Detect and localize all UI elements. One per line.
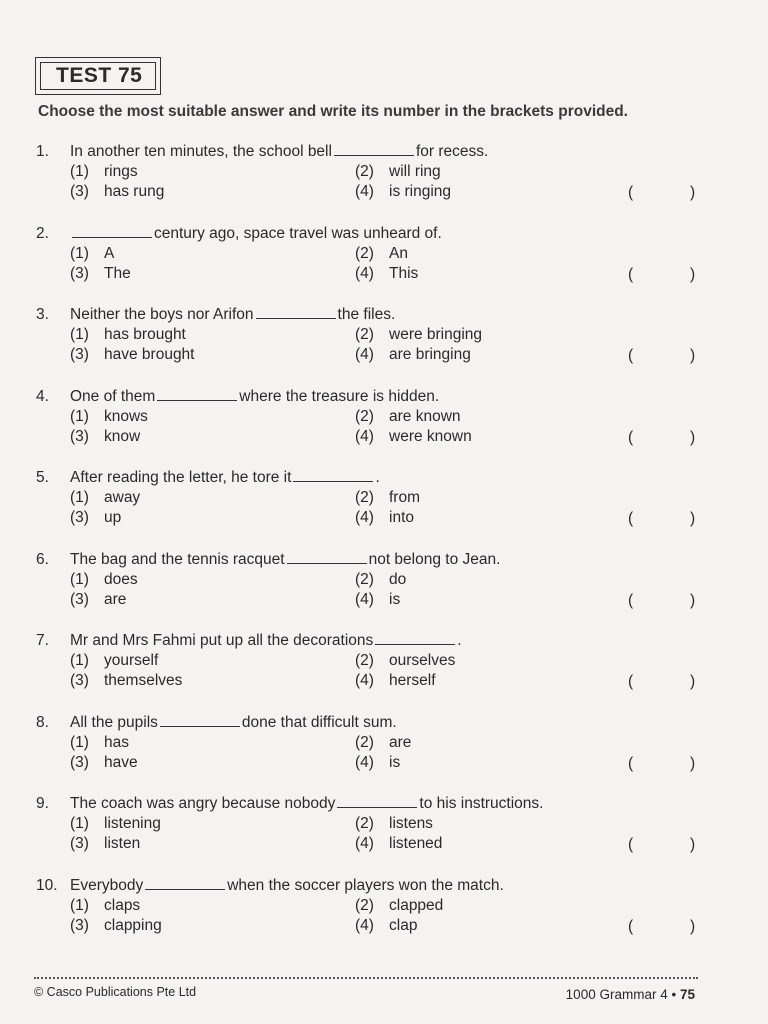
question-stem-after: the files. <box>337 306 396 323</box>
answer-bracket-open: ( <box>628 510 634 527</box>
option-text: were known <box>389 427 472 445</box>
option-text: claps <box>104 896 141 914</box>
option-text: is <box>389 590 401 608</box>
option-text: were bringing <box>389 326 483 343</box>
question-text <box>70 225 442 243</box>
answer-bracket-open: ( <box>628 673 634 690</box>
question-item <box>0 632 768 692</box>
option-item <box>70 163 138 181</box>
option-number: (3) <box>70 916 89 934</box>
option-number: (2) <box>355 815 374 832</box>
answer-bracket-close: ) <box>690 754 696 772</box>
option-item <box>355 489 420 507</box>
option-item <box>70 245 114 263</box>
answer-blank <box>337 795 417 808</box>
question-text <box>70 795 543 813</box>
option-text: away <box>104 489 141 506</box>
option-number: (2) <box>355 896 374 914</box>
option-number: (4) <box>355 427 374 445</box>
option-text: will ring <box>389 163 441 180</box>
answer-blank <box>157 388 237 401</box>
option-item <box>355 183 451 201</box>
option-text: knows <box>104 407 148 425</box>
option-text: ourselves <box>389 652 456 669</box>
question-stem-before: The bag and the tennis racquet <box>70 550 285 568</box>
option-text: have <box>104 753 138 771</box>
option-number: (3) <box>70 183 89 200</box>
option-text: listen <box>104 835 141 852</box>
option-text: up <box>104 509 122 526</box>
answer-blank <box>145 877 225 890</box>
option-number: (2) <box>355 570 374 588</box>
option-text: listening <box>104 815 161 832</box>
option-number: (4) <box>355 509 374 526</box>
option-text: listens <box>389 815 433 832</box>
option-text: rings <box>104 163 138 180</box>
question-text <box>70 469 380 487</box>
option-number: (1) <box>70 407 89 425</box>
answer-bracket-close: ) <box>690 591 696 609</box>
option-number: (1) <box>70 570 89 588</box>
answer-bracket-open: ( <box>628 591 634 609</box>
option-text: from <box>389 489 420 506</box>
option-item <box>355 346 471 364</box>
option-item <box>70 652 158 670</box>
book-title: 1000 Grammar 4 • <box>565 987 677 1002</box>
question-text <box>70 306 395 324</box>
question-stem-after: for recess. <box>415 143 489 160</box>
option-number: (1) <box>70 815 89 832</box>
answer-blank <box>287 551 367 564</box>
option-number: (1) <box>70 326 89 343</box>
option-number: (4) <box>355 346 374 363</box>
question-number: 8. <box>36 713 49 731</box>
option-item <box>355 326 482 344</box>
option-number: (3) <box>70 835 89 852</box>
option-text: is ringing <box>389 183 452 200</box>
option-number: (1) <box>70 652 89 669</box>
option-item <box>355 163 441 181</box>
question-stem-after: when the soccer players won the match. <box>227 876 504 894</box>
answer-blank <box>160 714 240 727</box>
option-text: has rung <box>104 183 165 200</box>
option-number: (2) <box>355 652 374 669</box>
option-text: themselves <box>104 672 183 689</box>
option-number: (2) <box>355 244 374 262</box>
option-item <box>70 346 195 364</box>
question-item <box>0 551 768 611</box>
option-text: yourself <box>104 652 159 669</box>
option-item <box>70 734 129 752</box>
option-number: (1) <box>70 489 89 506</box>
question-stem-after: century ago, space travel was unheard of. <box>154 224 442 242</box>
option-item <box>70 183 164 201</box>
question-text <box>70 551 500 569</box>
question-stem-after: to his instructions. <box>419 795 544 812</box>
option-number: (3) <box>70 672 89 689</box>
option-item <box>355 245 408 263</box>
option-number: (1) <box>70 733 89 751</box>
option-number: (1) <box>70 163 89 180</box>
answer-bracket-close: ) <box>690 917 696 935</box>
option-text: know <box>104 427 141 445</box>
question-text <box>70 632 462 650</box>
answer-bracket-open: ( <box>628 184 634 201</box>
question-number: 5. <box>36 469 49 486</box>
footer-divider <box>34 977 698 979</box>
option-number: (3) <box>70 346 89 363</box>
option-number: (4) <box>355 835 374 852</box>
question-text <box>70 714 397 732</box>
answer-blank <box>256 306 336 319</box>
option-item <box>355 408 461 426</box>
option-text: An <box>389 244 408 262</box>
answer-bracket-open: ( <box>628 347 634 364</box>
option-number: (2) <box>355 163 374 180</box>
question-item <box>0 143 768 203</box>
answer-bracket-close: ) <box>690 265 696 283</box>
option-item <box>70 917 162 935</box>
option-text: are <box>389 733 412 751</box>
question-number: 9. <box>36 795 49 812</box>
page-number: 75 <box>679 987 695 1002</box>
option-text: This <box>389 264 419 282</box>
question-number: 7. <box>36 632 49 649</box>
option-item <box>355 815 433 833</box>
option-item <box>355 897 443 915</box>
option-number: (1) <box>70 244 89 262</box>
answer-blank <box>72 225 152 238</box>
question-number: 2. <box>36 224 49 242</box>
option-number: (4) <box>355 916 374 934</box>
question-item <box>0 225 768 285</box>
answer-blank <box>334 143 414 156</box>
question-stem-before: Everybody <box>70 876 144 894</box>
question-number: 10. <box>36 876 58 894</box>
option-text: are known <box>389 407 461 425</box>
option-item <box>70 591 126 609</box>
option-number: (3) <box>70 590 89 608</box>
option-item <box>70 489 140 507</box>
option-item <box>70 897 140 915</box>
option-number: (2) <box>355 326 374 343</box>
answer-bracket-close: ) <box>690 510 696 527</box>
answer-bracket-open: ( <box>628 428 634 446</box>
question-text <box>70 143 488 161</box>
question-stem-before: Mr and Mrs Fahmi put up all the decorations <box>70 632 374 649</box>
option-text: have brought <box>104 346 195 363</box>
option-number: (3) <box>70 427 89 445</box>
option-text: do <box>389 570 407 588</box>
question-stem-before: Neither the boys nor Arifon <box>70 306 254 323</box>
answer-bracket-close: ) <box>690 428 696 446</box>
option-number: (2) <box>355 407 374 425</box>
answer-bracket-close: ) <box>690 673 696 690</box>
question-stem-before: In another ten minutes, the school bell <box>70 143 332 160</box>
option-item <box>355 754 400 772</box>
answer-bracket-open: ( <box>628 265 634 283</box>
answer-bracket-open: ( <box>628 917 634 935</box>
option-text: is <box>389 753 401 771</box>
option-number: (2) <box>355 733 374 751</box>
question-stem-before: The coach was angry because nobody <box>70 795 336 812</box>
option-text: listened <box>389 835 443 852</box>
question-stem-after: not belong to Jean. <box>368 550 501 568</box>
question-stem-after: where the treasure is hidden. <box>239 387 440 405</box>
option-item <box>70 571 138 589</box>
answer-bracket-close: ) <box>690 836 696 853</box>
option-number: (3) <box>70 509 89 526</box>
option-text: has <box>104 733 129 751</box>
answer-bracket-open: ( <box>628 836 634 853</box>
option-number: (3) <box>70 753 89 771</box>
answer-blank <box>293 469 373 482</box>
question-stem-before: After reading the letter, he tore it <box>70 469 292 486</box>
option-item <box>355 672 436 690</box>
option-item <box>70 835 140 853</box>
option-item <box>355 652 455 670</box>
option-item <box>70 326 186 344</box>
option-item <box>355 917 417 935</box>
option-text: clap <box>389 916 418 934</box>
option-text: clapping <box>104 916 162 934</box>
question-text <box>70 877 504 895</box>
option-item <box>355 835 442 853</box>
question-stem-before: All the pupils <box>70 713 158 731</box>
question-stem-after: . <box>457 632 462 649</box>
option-item <box>70 509 121 527</box>
question-number: 6. <box>36 550 49 568</box>
publisher-credit: © Casco Publications Pte Ltd <box>34 985 197 999</box>
option-number: (2) <box>355 489 374 506</box>
option-item <box>70 408 148 426</box>
option-number: (4) <box>355 264 374 282</box>
option-item <box>355 265 418 283</box>
option-text: does <box>104 570 138 588</box>
option-item <box>70 815 161 833</box>
option-text: into <box>389 509 414 526</box>
question-stem-before: One of them <box>70 387 156 405</box>
option-item <box>70 265 131 283</box>
question-item <box>0 877 768 937</box>
question-number: 3. <box>36 306 49 323</box>
option-number: (1) <box>70 896 89 914</box>
question-text <box>70 388 439 406</box>
test-title: TEST 75 <box>40 62 156 90</box>
option-item <box>355 509 414 527</box>
option-text: are <box>104 590 127 608</box>
question-item <box>0 795 768 855</box>
option-item <box>355 428 472 446</box>
answer-bracket-close: ) <box>690 347 696 364</box>
answer-blank <box>375 632 455 645</box>
option-item <box>355 734 411 752</box>
page-footer <box>566 987 695 1002</box>
option-text: herself <box>389 672 436 689</box>
question-item <box>0 388 768 448</box>
option-text: clapped <box>389 896 444 914</box>
answer-bracket-open: ( <box>628 754 634 772</box>
question-stem-after: . <box>375 469 380 486</box>
option-item <box>70 672 182 690</box>
question-stem-after: done that difficult sum. <box>241 713 397 731</box>
question-number: 1. <box>36 143 49 160</box>
option-text: has brought <box>104 326 186 343</box>
question-item <box>0 714 768 774</box>
option-number: (4) <box>355 672 374 689</box>
test-title-box <box>35 57 161 95</box>
option-item <box>70 428 140 446</box>
option-number: (3) <box>70 264 89 282</box>
option-number: (4) <box>355 753 374 771</box>
instructions: Choose the most suitable answer and write its number in the brackets provided. <box>38 103 628 120</box>
option-number: (4) <box>355 183 374 200</box>
option-text: are bringing <box>389 346 471 363</box>
option-item <box>355 591 400 609</box>
answer-bracket-close: ) <box>690 184 696 201</box>
option-item <box>70 754 138 772</box>
option-text: The <box>104 264 131 282</box>
question-number: 4. <box>36 387 49 405</box>
option-item <box>355 571 406 589</box>
question-item <box>0 469 768 529</box>
question-item <box>0 306 768 366</box>
option-number: (4) <box>355 590 374 608</box>
option-text: A <box>104 244 115 262</box>
